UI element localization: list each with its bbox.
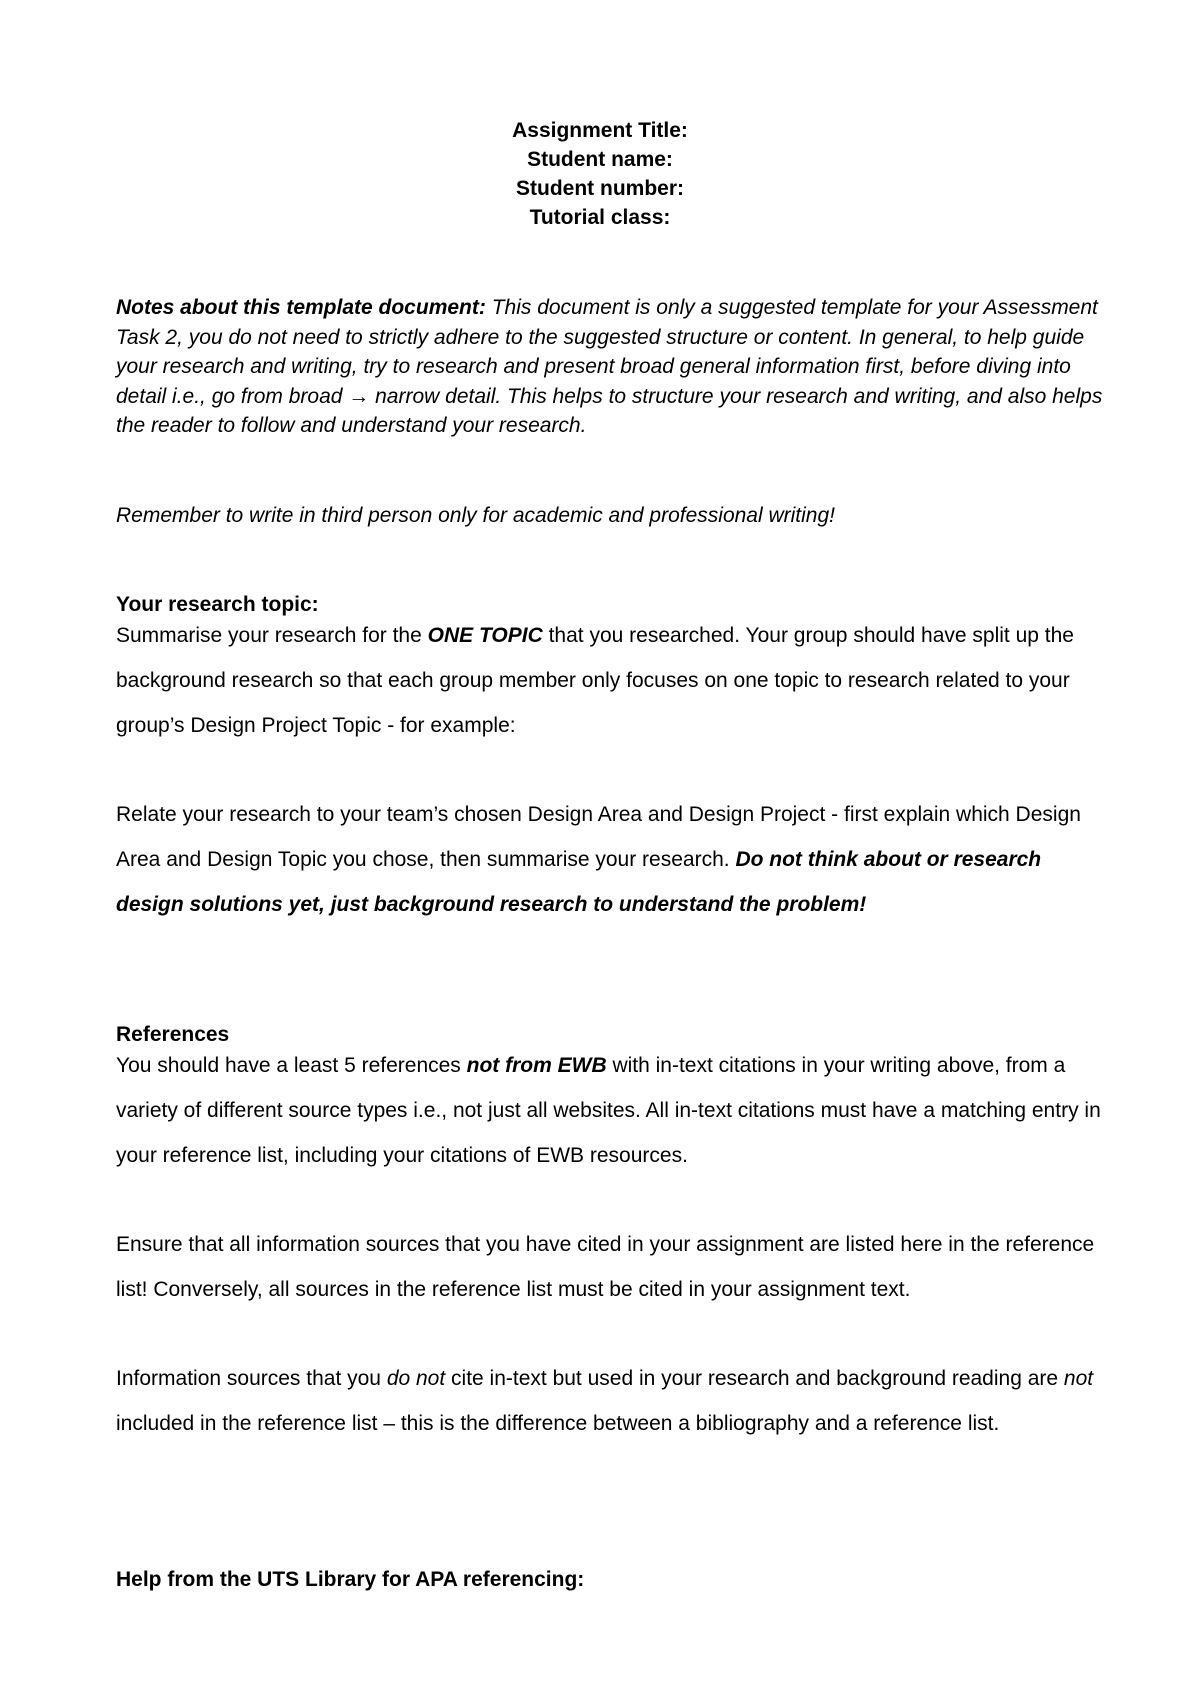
template-notes-lead: Notes about this template document: [116,296,486,319]
research-topic-heading: Your research topic: [116,593,319,616]
design-solutions-warning: Do not think about or research design solutions yet, just background research to understand the problem! [116,848,1042,916]
do-not-emphasis: do not [386,1367,446,1390]
references-paragraph-3 [116,1356,1106,1446]
title-block [0,116,1200,232]
student-number-label: Student number: [516,177,684,200]
library-help-heading: Help from the UTS Library for APA referencing: [116,1568,585,1591]
research-topic-p1-text-b: that you researched. Your group should have split up the background research so that each group member only focuses on one topic to research related to your group’s Design Project Topic - for example: [116,624,1074,737]
references-p3-text-b: cite in-text but used in your research and background reading are [445,1367,1064,1390]
research-topic-paragraph-1 [116,613,1106,748]
references-paragraph-1 [116,1043,1106,1178]
references-p3-text-c: included in the reference list – this is the difference between a bibliography and a reference list. [116,1412,1000,1435]
third-person-reminder: Remember to write in third person only for academic and professional writing! [116,504,835,527]
references-p1-text-b: with in-text citations in your writing above, from a variety of different source types i.e., not just all websites. All in-text citations must have a matching entry in your reference list, including your citations of EWB resources. [116,1054,1101,1167]
references-p1-text-a: You should have a least 5 references [116,1054,467,1077]
template-notes [116,293,1106,441]
assignment-title-label: Assignment Title: [512,119,688,142]
student-name-label: Student name: [527,148,673,171]
research-topic-paragraph-2 [116,792,1106,927]
template-notes-body: This document is only a suggested template for your Assessment Task 2, you do not need to strictly adhere to the suggested structure or content. In general, to help guide your research and writing, try to research and present broad general information first, before diving into detail i.e., go from broad → narrow detail. This helps to structure your research and writing, and also helps the reader to follow and understand your research. [116,296,1103,437]
research-topic-p2-text: Relate your research to your team’s chosen Design Area and Design Project - first explain which Design Area and Design Topic you chose, then summarise your research. [116,803,1081,871]
references-heading: References [116,1023,230,1046]
references-p3-text-a: Information sources that you [116,1367,387,1390]
research-topic-p1-text-a: Summarise your research for the [116,624,428,647]
not-emphasis: not [1063,1367,1094,1390]
references-paragraph-2: Ensure that all information sources that you have cited in your assignment are listed here in the reference list! Conversely, all sources in the reference list must be cited in your assignment text. [116,1233,1095,1301]
tutorial-class-label: Tutorial class: [529,206,671,229]
one-topic-emphasis: ONE TOPIC [427,624,543,647]
not-from-ewb-emphasis: not from EWB [466,1054,607,1077]
